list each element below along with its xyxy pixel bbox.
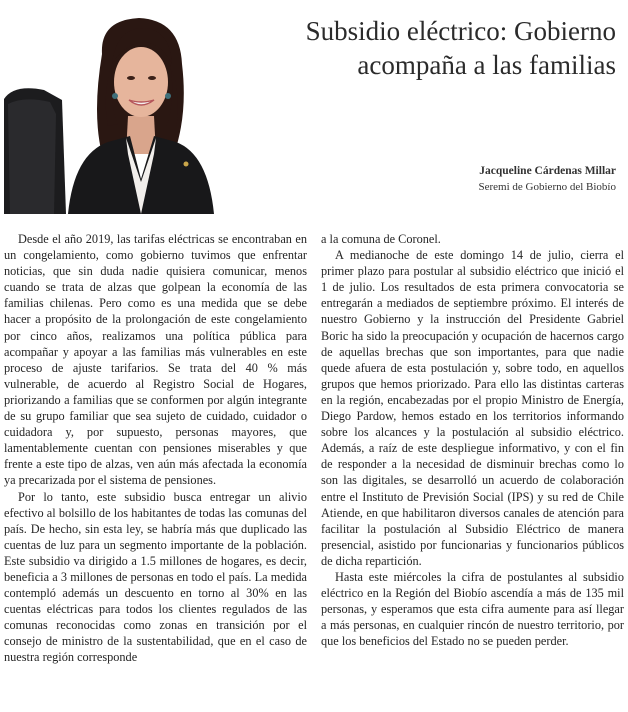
paragraph: Por lo tanto, este subsidio busca entregar un alivio efectivo al bolsillo de los habitantes de todas las comunas del país. De hecho, sin esta ley, se habría más que duplicado las cuentas de luz para un segmento importante de la población. Este subsidio va dirigido a 1.5 millones de hogares, es decir, beneficia a 3 millones de personas en todo el país. La medida contempló además un descuento en torno al 30% en las cuentas eléctricas para todos los clientes regulados de las comunas reconocidas como zonas en transición por el consejo de ministro de la sustentabilidad, que en el caso de nuestra región corresponde (4, 489, 307, 665)
paragraph: Desde el año 2019, las tarifas eléctricas se encontraban en un congelamiento, como gobierno tuvimos que enfrentar noticias, que sin duda nadie quisiera comunicar, menos cuando se trata de alzas que golpean la economía de las familias chilenas. Pero como es una medida que se debe hacer a propósito de la prolongación de este congelamiento por cinco años, realizamos una política pública para acompañar y apoyar a las familias más vulnerables en este proceso de ajuste tarifarios. Se trata del 40 % más vulnerable, de acuerdo al Registro Social de Hogares, priorizando a familias que se conformen por algún integrante de su grupo familiar que sea sujeto de cuidado, cuidador o cuidadora y, por supuesto, personas mayores, que lamentablemente cuentan con pensiones miserables y que frente a este tipo de alzas, ven aún más afectada la economía ya precarizada por el sistema de pensiones. (4, 232, 307, 488)
paragraph-continuation: a la comuna de Coronel. (321, 232, 441, 246)
column-left (4, 231, 307, 709)
article-headline: Subsidio eléctrico: Gobierno acompaña a las familias (305, 16, 616, 80)
paragraph: Hasta este miércoles la cifra de postulantes al subsidio eléctrico en la Región del Biobío ascendía a más de 135 mil personas, y esperamos que esta cifra aumente para así llegar a más personas, en cualquier rincón de nuestro territorio, por que los beneficios del Estado no se pueden perder. (321, 569, 624, 649)
column-right (321, 231, 624, 709)
author-photo (4, 4, 218, 214)
article-body (4, 231, 624, 709)
author-role: Seremi de Gobierno del Biobío (478, 181, 616, 193)
byline (479, 163, 616, 195)
author-name: Jacqueline Cárdenas Millar (479, 165, 616, 177)
paragraph: A medianoche de este domingo 14 de julio, cierra el primer plazo para postular al subsidio eléctrico que inició el 1 de julio. Los resultados de esta primera convocatoria se entregarán a mediados de septiembre próximo. El interés de nuestro Gobierno y la instrucción del Presidente Gabriel Boric ha sido la preocupación y ocupación de hacernos cargo de aquellas brechas que son importantes, para que nadie quede afuera de esta postulación y, sobre todo, en aquellos grupos que hemos priorizado. Para ello las distintas carteras en la región, encabezadas por el propio Ministro de Energía, Diego Pardow, hemos estado en los territorios informando sobre los alcances y la postulación al subsidio eléctrico. Además, a raíz de este despliegue informativo, y con el fin de responder a la necesidad de disminuir brechas como lo son las digitales, se desarrolló un acuerdo de colaboración entre el Instituto de Previsión Social (IPS) y su red de Chile Atiende, en que habilitaron diversos canales de atención para facilitar la postulación al Subsidio Eléctrico de manera presencial, asistido por funcionarias y funcionarios públicos de dicha repartición. (321, 248, 624, 568)
